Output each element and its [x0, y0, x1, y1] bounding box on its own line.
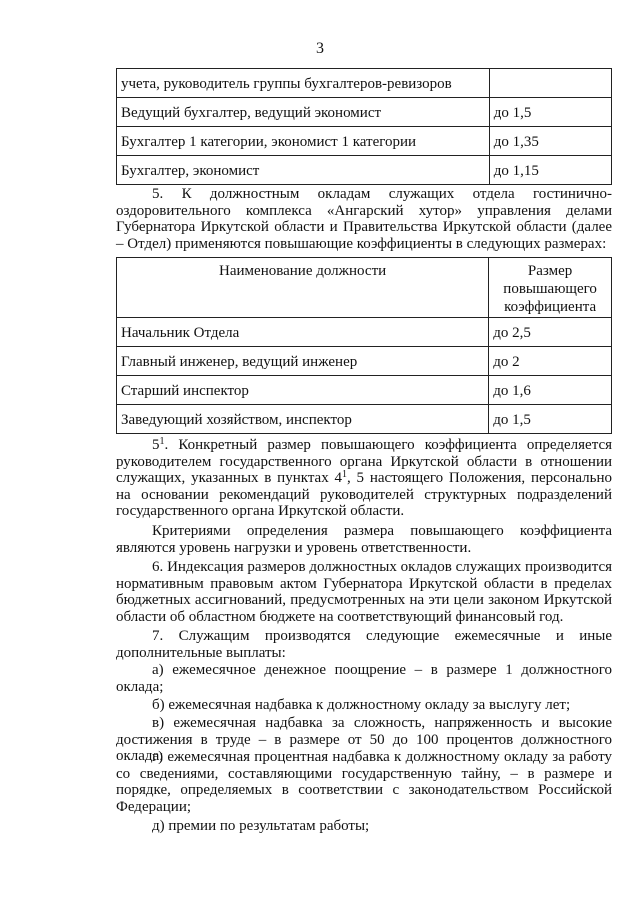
coefficient-header-line: повышающего: [503, 281, 597, 297]
coefficient-cell: до 1,35: [489, 127, 611, 156]
list-item-v: в) ежемесячная надбавка за сложность, напряженность и высокие достижения в труде – в размере от 50 до 100 процентов должностного оклада;: [116, 715, 612, 764]
coefficient-header: [489, 258, 612, 318]
list-item-g: г) ежемесячная процентная надбавка к должностному окладу за работу со сведениями, составляющими государственную тайну, – в размере и порядке, определяемых в соответствии с законодательством Российской Федерации;: [116, 749, 612, 815]
coefficient-cell: до 1,5: [489, 405, 612, 434]
position-cell: Начальник Отдела: [117, 318, 489, 347]
list-item-d: д) премии по результатам работы;: [152, 818, 370, 834]
coefficient-cell: до 1,5: [489, 98, 611, 127]
coefficient-header-line: коэффициента: [504, 299, 597, 315]
paragraph-number: 5: [152, 437, 160, 453]
paragraph-6: 6. Индексация размеров должностных окладов служащих производится нормативным правовым актом Губернатора Иркутской области в пределах бюджетных ассигнований, предусмотренных на эти цели законом Иркутской области об областном бюджете на соответствующий финансовый год.: [116, 559, 612, 625]
paragraph-5: 5. К должностным окладам служащих отдела гостинично-оздоровительного комплекса «Ангарский хутор» управления делами Губернатора Иркутской области и Правительства Иркутской области (далее – Отдел) применяются повышающие коэффициенты в следующих размерах:: [116, 186, 612, 252]
table-row: [117, 376, 612, 405]
table-row: [117, 347, 612, 376]
table-header-row: [117, 258, 612, 318]
position-cell: Бухгалтер 1 категории, экономист 1 категории: [117, 127, 490, 156]
position-cell: учета, руководитель группы бухгалтеров-ревизоров: [117, 69, 490, 98]
department-coefficients-table: [116, 257, 612, 434]
table-row: [117, 405, 612, 434]
position-cell: Ведущий бухгалтер, ведущий экономист: [117, 98, 490, 127]
position-cell: Старший инспектор: [117, 376, 489, 405]
coefficient-cell: до 1,15: [489, 156, 611, 185]
list-item-a: а) ежемесячное денежное поощрение – в размере 1 должностного оклада;: [116, 662, 612, 695]
coefficient-cell: [489, 69, 611, 98]
position-cell: Заведующий хозяйством, инспектор: [117, 405, 489, 434]
coefficient-header-line: Размер: [527, 263, 573, 279]
coefficient-cell: до 2,5: [489, 318, 612, 347]
paragraph-5-1: [116, 437, 612, 520]
paragraph-text: , 5 настоящего Положения, персонально на основании рекомендаций руководителей структурных подразделений государственного органа Иркутской области.: [116, 470, 612, 519]
position-cell: Бухгалтер, экономист: [117, 156, 490, 185]
superscript: 1: [342, 469, 347, 480]
table-row: [117, 69, 612, 98]
coefficient-cell: до 1,6: [489, 376, 612, 405]
position-cell: Главный инженер, ведущий инженер: [117, 347, 489, 376]
paragraph-text: . Конкретный размер повышающего коэффициента определяется руководителем государственного органа Иркутской области в отношении служащих, указанных в пунктах 4: [116, 437, 612, 486]
table-row: [117, 127, 612, 156]
paragraph-criteria: Критериями определения размера повышающего коэффициента являются уровень нагрузки и уровень ответственности.: [116, 523, 612, 556]
table-row: [117, 318, 612, 347]
page-number: 3: [316, 40, 324, 57]
paragraph-7: 7. Служащим производятся следующие ежемесячные и иные дополнительные выплаты:: [116, 628, 612, 661]
superscript: 1: [159, 436, 165, 447]
coefficients-table-continued: [116, 68, 612, 185]
table-row: [117, 156, 612, 185]
list-item-b: б) ежемесячная надбавка к должностному окладу за выслугу лет;: [152, 697, 571, 713]
table-row: [117, 98, 612, 127]
position-header: Наименование должности: [117, 258, 489, 318]
coefficient-cell: до 2: [489, 347, 612, 376]
